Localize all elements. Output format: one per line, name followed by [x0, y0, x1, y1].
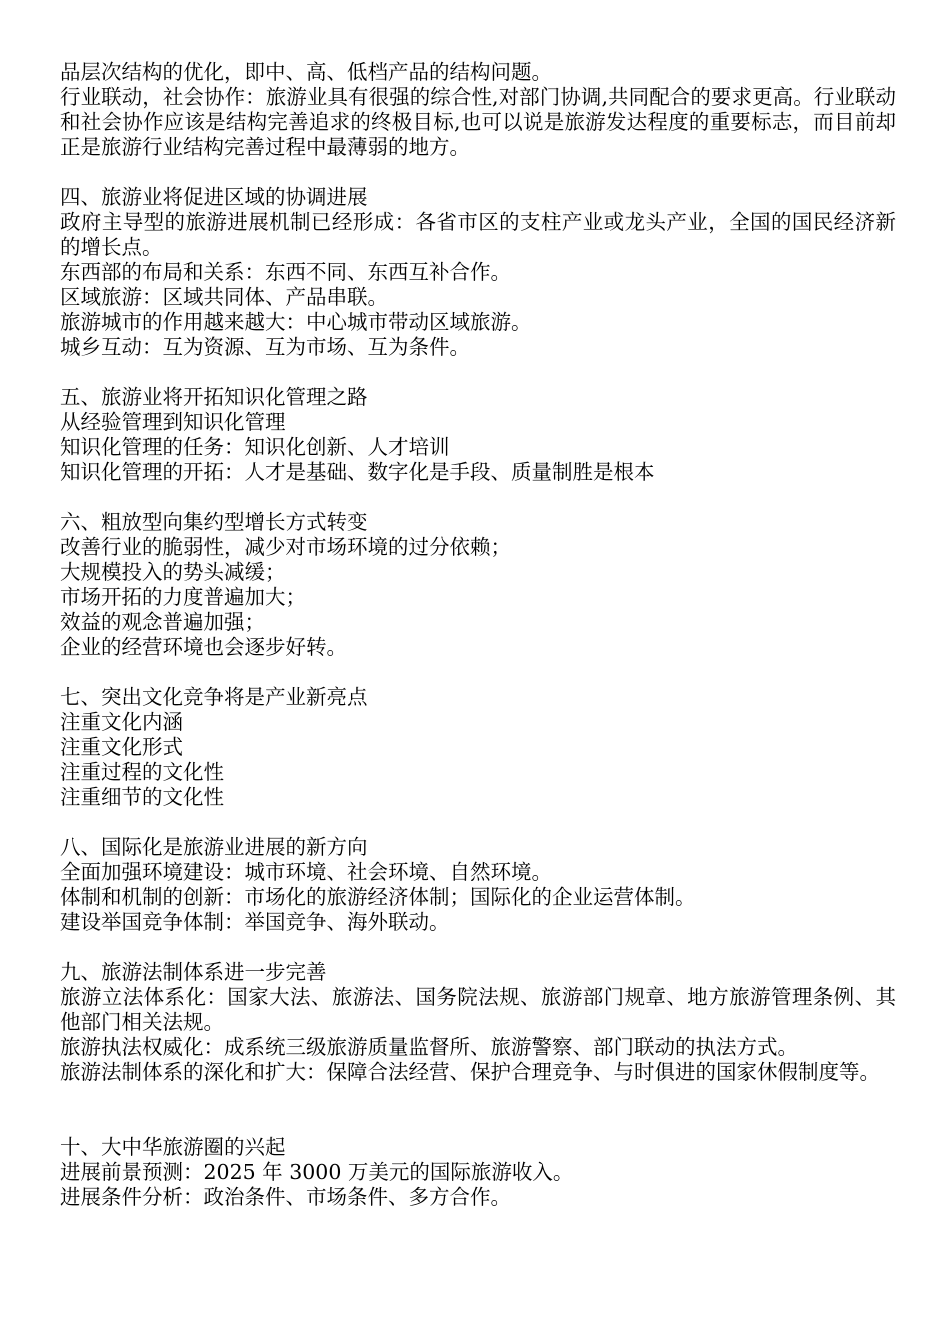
- section-internationalization: [60, 835, 896, 935]
- paragraph: 改善行业的脆弱性，减少对市场环境的过分依赖；: [60, 535, 511, 559]
- section-cultural-competition: [60, 685, 896, 810]
- section-knowledge-management: [60, 385, 896, 485]
- paragraph: 注重过程的文化性: [60, 760, 224, 784]
- paragraph: 大规模投入的势头减缓；: [60, 560, 286, 584]
- paragraph: 市场开拓的力度普遍加大；: [60, 585, 306, 609]
- section-legal-system: [60, 960, 896, 1085]
- section-heading: 四、旅游业将促进区域的协调进展: [60, 185, 368, 209]
- paragraph: 知识化管理的任务：知识化创新、人才培训: [60, 435, 450, 459]
- paragraph: 品层次结构的优化，即中、高、低档产品的结构问题。: [60, 60, 552, 84]
- paragraph: 旅游执法权威化：成系统三级旅游质量监督所、旅游警察、部门联动的执法方式。: [60, 1035, 798, 1059]
- paragraph: 体制和机制的创新：市场化的旅游经济体制；国际化的企业运营体制。: [60, 885, 696, 909]
- section-growth-mode: [60, 510, 896, 660]
- section-intro-continued: [60, 60, 896, 160]
- paragraph: 进展条件分析：政治条件、市场条件、多方合作。: [60, 1185, 511, 1209]
- paragraph: 知识化管理的开拓：人才是基础、数字化是手段、质量制胜是根本: [60, 460, 655, 484]
- paragraph: 旅游立法体系化：国家大法、旅游法、国务院法规、旅游部门规章、地方旅游管理条例、其他部门相关法规。: [60, 985, 896, 1034]
- paragraph: 行业联动，社会协作：旅游业具有很强的综合性,对部门协调,共同配合的要求更高。行业联动和社会协作应该是结构完善追求的终极目标,也可以说是旅游发达程度的重要标志，而目前却正是旅游行业结构完善过程中最薄弱的地方。: [60, 85, 896, 159]
- paragraph: 区域旅游：区域共同体、产品串联。: [60, 285, 388, 309]
- paragraph: 东西部的布局和关系：东西不同、东西互补合作。: [60, 260, 511, 284]
- paragraph: 旅游法制体系的深化和扩大：保障合法经营、保护合理竞争、与时俱进的国家休假制度等。: [60, 1060, 880, 1084]
- paragraph: 政府主导型的旅游进展机制已经形成：各省市区的支柱产业或龙头产业，全国的国民经济新的增长点。: [60, 210, 896, 259]
- paragraph: 企业的经营环境也会逐步好转。: [60, 635, 347, 659]
- section-heading: 五、旅游业将开拓知识化管理之路: [60, 385, 368, 409]
- document-page: [60, 60, 896, 1210]
- paragraph: 注重文化内涵: [60, 710, 183, 734]
- section-heading: 九、旅游法制体系进一步完善: [60, 960, 327, 984]
- section-heading: 十、大中华旅游圈的兴起: [60, 1135, 286, 1159]
- paragraph: 建设举国竞争体制：举国竞争、海外联动。: [60, 910, 450, 934]
- paragraph: 注重文化形式: [60, 735, 183, 759]
- paragraph: 效益的观念普遍加强；: [60, 610, 265, 634]
- section-greater-china-tourism: [60, 1135, 896, 1210]
- paragraph: 旅游城市的作用越来越大：中心城市带动区域旅游。: [60, 310, 532, 334]
- paragraph: 城乡互动：互为资源、互为市场、互为条件。: [60, 335, 470, 359]
- section-heading: 八、国际化是旅游业进展的新方向: [60, 835, 368, 859]
- section-heading: 七、突出文化竞争将是产业新亮点: [60, 685, 368, 709]
- paragraph: 从经验管理到知识化管理: [60, 410, 286, 434]
- paragraph: 全面加强环境建设：城市环境、社会环境、自然环境。: [60, 860, 552, 884]
- section-heading: 六、粗放型向集约型增长方式转变: [60, 510, 368, 534]
- section-regional-coordination: [60, 185, 896, 360]
- paragraph: 注重细节的文化性: [60, 785, 224, 809]
- paragraph: 进展前景预测：2025 年 3000 万美元的国际旅游收入。: [60, 1160, 574, 1184]
